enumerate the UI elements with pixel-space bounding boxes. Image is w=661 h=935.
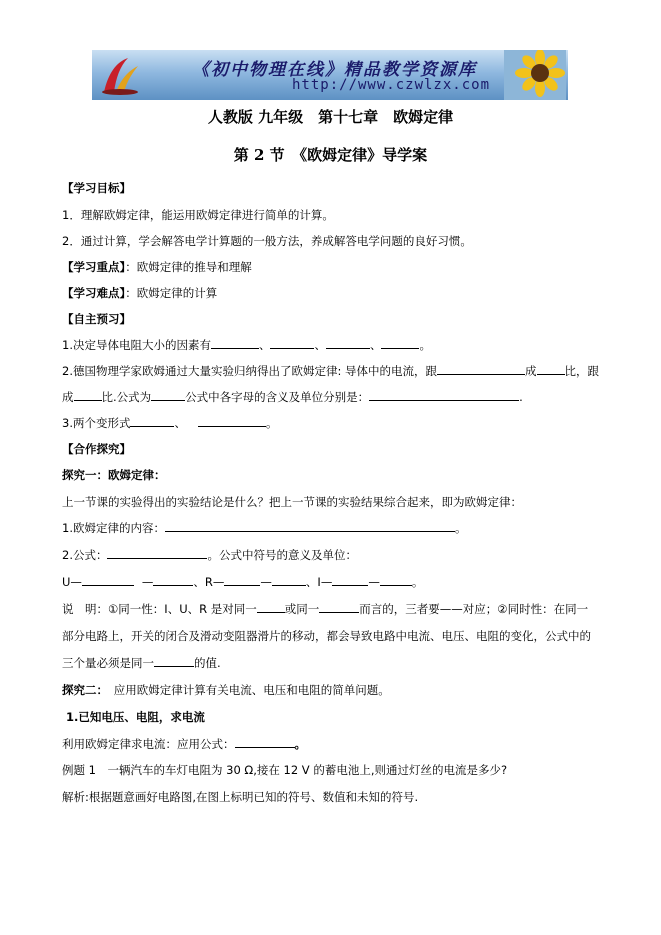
page-title: 人教版 九年级 第十七章 欧姆定律	[207, 108, 454, 126]
logo-icon	[98, 54, 142, 96]
goal-item-1: 1．理解欧姆定律，能运用欧姆定律进行简单的计算。	[62, 208, 334, 222]
blank	[198, 416, 266, 427]
banner-title: 《初中物理在线》精品教学资源库	[192, 60, 477, 80]
blank	[74, 390, 102, 401]
note-line-3	[62, 655, 221, 671]
goal-item-2: 2．通过计算，学会解答电学计算题的一般方法，养成解答电学问题的良好习惯。	[62, 234, 472, 248]
q2-text: 2.德国物理学家欧姆通过大量实验归纳得出了欧姆定律: 导体中的电流，跟	[62, 364, 437, 378]
blank	[270, 338, 314, 349]
blank	[257, 602, 285, 613]
blank	[211, 338, 259, 349]
banner-url: http://www.czwlzx.com	[292, 77, 491, 93]
cooperate-label: 【合作探究】	[62, 442, 131, 456]
blank	[326, 338, 370, 349]
explore1-intro: 上一节课的实验得出的实验结论是什么？把上一节课的实验结果综合起来，即为欧姆定律：	[62, 495, 522, 509]
preview-q2-line1	[62, 363, 599, 379]
difficulty-label: 【学习难点】	[62, 286, 126, 300]
q1-sep: 、	[258, 338, 271, 352]
example-1: 例题 1 一辆汽车的车灯电阻为 30 Ω,接在 12 V 的蓄电池上,则通过灯丝的电流是多少?	[62, 763, 508, 777]
preview-q3	[62, 415, 277, 431]
dash: —	[141, 575, 154, 589]
explore2-text: 应用欧姆定律计算有关电流、电压和电阻的简单问题。	[102, 683, 390, 697]
q2-text: 成	[62, 390, 74, 404]
q2-text: 比，跟	[564, 364, 599, 378]
sunflower-icon	[504, 50, 566, 100]
explore1-title: 探究一：欧姆定律：	[62, 468, 166, 482]
dash: —	[368, 575, 380, 589]
note-text: 而言的，三者要——对应；②同时性：在同一	[359, 602, 589, 616]
apply-end: 。	[294, 737, 306, 751]
q1-text: 1.决定导体电阻大小的因素有	[62, 338, 211, 352]
blank	[153, 575, 193, 586]
law-content	[62, 520, 466, 536]
q3-text: 3.两个变形式	[62, 416, 131, 430]
difficulty-text: ：欧姆定律的计算	[125, 286, 218, 300]
key-point-label: 【学习重点】	[62, 260, 126, 274]
preview-label: 【自主预习】	[62, 312, 131, 326]
note-text: 或同一	[284, 602, 320, 616]
blank	[537, 364, 565, 375]
symbol-i: 、I—	[305, 575, 333, 589]
difficulty-line	[62, 285, 217, 301]
q2-text: 成	[525, 364, 537, 378]
dash: —	[260, 575, 272, 589]
blank	[154, 656, 194, 667]
blank	[272, 575, 306, 586]
blank	[235, 737, 295, 748]
blank	[332, 575, 368, 586]
note-line-2: 部分电路上，开关的闭合及滑动变阻器滑片的移动，都会导致电路中电流、电压、电阻的变化，公式中的	[62, 629, 591, 643]
apply-formula-line	[62, 736, 306, 752]
blank	[381, 338, 419, 349]
symbols-end: 。	[411, 575, 424, 589]
blank	[224, 575, 260, 586]
q2-text: .	[519, 390, 523, 404]
q2-text: 公式中各字母的含义及单位分别是：	[185, 390, 370, 404]
symbols-line	[62, 574, 423, 590]
formula-text: 。公式中符号的意义及单位：	[207, 548, 357, 562]
content-text: 1.欧姆定律的内容：	[62, 521, 165, 535]
blank	[130, 416, 174, 427]
explore2-line	[62, 682, 390, 698]
note-text: 的值.	[194, 656, 221, 670]
blank	[82, 575, 134, 586]
q1-sep: 、	[314, 338, 326, 352]
header-banner	[92, 50, 568, 100]
q2-text: 比.公式为	[101, 390, 152, 404]
formula-line	[62, 547, 357, 563]
blank	[437, 364, 525, 375]
blank	[369, 390, 519, 401]
q3-text: 、	[174, 416, 186, 430]
section-title: 第 2 节 《欧姆定律》导学案	[233, 146, 428, 164]
blank	[165, 521, 455, 532]
key-point-text: ：欧姆定律的推导和理解	[125, 260, 252, 274]
blank	[380, 575, 412, 586]
formula-text: 2.公式：	[62, 548, 108, 562]
blank	[107, 548, 207, 559]
symbol-r: 、R—	[193, 575, 225, 589]
note-text: 说 明：①同一性：I、U、R 是对同一	[62, 602, 257, 616]
note-line-1	[62, 601, 588, 617]
analysis: 解析:根据题意画好电路图,在图上标明已知的符号、数值和未知的符号.	[62, 790, 419, 804]
blank	[319, 602, 359, 613]
subsection-title: 1.已知电压、电阻，求电流	[66, 710, 205, 724]
preview-q1	[62, 337, 431, 353]
goals-label: 【学习目标】	[62, 181, 131, 195]
q3-text: 。	[265, 416, 278, 430]
blank	[151, 390, 185, 401]
q1-sep: 、	[369, 338, 382, 352]
explore2-label: 探究二：	[62, 683, 103, 697]
note-text: 三个量必须是同一	[62, 656, 154, 670]
symbol-u: U—	[62, 575, 82, 589]
q1-end: 。	[419, 338, 431, 352]
preview-q2-line2	[62, 389, 523, 405]
apply-text: 利用欧姆定律求电流：应用公式：	[62, 737, 235, 751]
content-end: 。	[454, 521, 467, 535]
key-point-line	[62, 259, 252, 275]
